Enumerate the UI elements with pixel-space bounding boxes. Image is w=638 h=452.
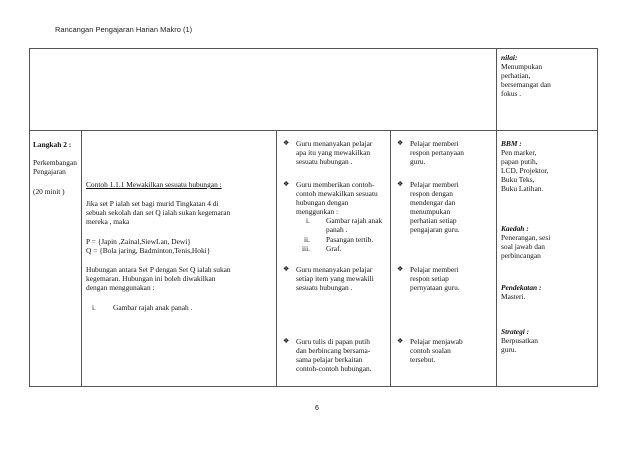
- list-item-text: Gambar rajah anak panah .: [113, 303, 193, 312]
- kaedah-line: perbincangan: [501, 251, 541, 260]
- student-activity-line: pengajaran guru.: [410, 225, 460, 234]
- kaedah-line: soal jawab dan: [501, 242, 545, 251]
- nilai-title: nilai:: [501, 53, 518, 62]
- student-activity-line: mendengar dan: [410, 198, 456, 207]
- bbm-line: Buku Latihan.: [501, 184, 544, 193]
- student-activity-line: pernyataan guru.: [410, 283, 460, 292]
- bbm-line: Buku Teks,: [501, 175, 535, 184]
- table-left-border: [29, 48, 30, 386]
- col4-divider: [496, 48, 497, 386]
- diamond-bullet-icon: ❖: [397, 180, 404, 188]
- diamond-bullet-icon: ❖: [397, 265, 404, 273]
- teacher-activity-line: sesuatu hubungan .: [296, 283, 353, 292]
- strategi-line: Berpusatkan: [501, 336, 538, 345]
- teacher-activity-line: Guru menanyakan pelajar: [296, 139, 373, 148]
- pendekatan-title: Pendekatan :: [501, 283, 542, 292]
- teacher-activity-line: Guru memberikan contoh-: [296, 180, 375, 189]
- student-activity-line: contoh soalan: [410, 346, 451, 355]
- stage-line: Pengajaran: [33, 167, 66, 176]
- document-header: Rancangan Pengajaran Harian Makro (1): [55, 25, 193, 34]
- nilai-line: perhatian,: [501, 71, 531, 80]
- teacher-activity-line: sesuatu hubungan .: [296, 157, 353, 166]
- stage-line: Perkembangan: [33, 158, 77, 167]
- sub-item-text: panah .: [326, 225, 348, 234]
- sub-item-text: Gambar rajah anak: [326, 216, 383, 225]
- relation-text-line: Hubungan antara Set P dengan Set Q ialah sukan: [86, 265, 231, 274]
- nilai-line: Menumpukan: [501, 62, 543, 71]
- sub-item-number: ii.: [304, 235, 310, 244]
- col3-divider: [390, 130, 391, 386]
- nilai-line: bersemangat dan: [501, 80, 551, 89]
- sub-item-number: i.: [306, 216, 310, 225]
- table-top-border: [29, 48, 598, 49]
- teacher-activity-line: setiap item yang mewakili: [296, 274, 374, 283]
- student-activity-line: perhatian setiap: [410, 216, 457, 225]
- relation-text-line: dengan menggunakan :: [86, 283, 155, 292]
- student-activity-line: respon pertanyaan: [410, 148, 464, 157]
- sub-item-text: Graf.: [326, 244, 342, 253]
- sub-item-text: Pasangan tertib.: [326, 235, 374, 244]
- example-title: Contoh 1.1.1 Mewakilkan sesuatu hubungan :: [86, 180, 222, 189]
- diamond-bullet-icon: ❖: [397, 337, 404, 345]
- duration: (20 minit ): [33, 187, 65, 196]
- diamond-bullet-icon: ❖: [397, 139, 404, 147]
- student-activity-line: menumpukan: [410, 207, 451, 216]
- table-row-divider: [29, 130, 598, 131]
- diamond-bullet-icon: ❖: [283, 180, 290, 188]
- teacher-activity-line: contoh-contoh hubungan.: [296, 364, 372, 373]
- teacher-activity-line: menggunkan :: [296, 207, 339, 216]
- pendekatan-line: Masteri.: [501, 292, 526, 301]
- teacher-activity-line: contoh mewakilkan sesuatu: [296, 189, 378, 198]
- set-p: P = {Japin ,Zainal,SiewLan, Dewi}: [86, 237, 191, 246]
- bbm-title: BBM :: [501, 139, 522, 148]
- set-q: Q = {Bola jaring, Badminton,Tenis,Hoki}: [86, 246, 211, 255]
- teacher-activity-line: dan berbincang bersama-: [296, 346, 371, 355]
- teacher-activity-line: Guru menanyakan pelajar: [296, 265, 373, 274]
- example-text-line: sebuah sekolah dan set Q ialah sukan kegemaran: [86, 208, 231, 217]
- nilai-line: fokus .: [501, 89, 522, 98]
- diamond-bullet-icon: ❖: [283, 139, 290, 147]
- col2-divider: [276, 130, 277, 386]
- list-item-number: i.: [92, 303, 96, 312]
- student-activity-line: respon dengan: [410, 189, 453, 198]
- example-text-line: mereka , maka: [86, 217, 130, 226]
- col1-divider: [81, 130, 82, 386]
- step-title: Langkah 2 :: [33, 140, 72, 149]
- bbm-line: papan putih,: [501, 157, 538, 166]
- table-right-border: [597, 48, 598, 386]
- diamond-bullet-icon: ❖: [283, 265, 290, 273]
- example-text-line: Jika set P ialah set bagi murid Tingkatan 4 di: [86, 199, 219, 208]
- diamond-bullet-icon: ❖: [283, 337, 290, 345]
- teacher-activity-line: sama pelajar berkaitan: [296, 355, 363, 364]
- kaedah-line: Penerangan, sesi: [501, 233, 551, 242]
- kaedah-title: Kaedah :: [501, 224, 529, 233]
- page-number: 6: [315, 405, 319, 412]
- table-bottom-border: [29, 386, 598, 387]
- relation-text-line: kegemaran. Hubungan ini boleh diwakilkan: [86, 274, 216, 283]
- strategi-line: guru.: [501, 345, 517, 354]
- student-activity-line: Pelajar memberi: [410, 265, 459, 274]
- student-activity-line: Pelajar memberi: [410, 139, 459, 148]
- sub-item-number: iii.: [302, 244, 311, 253]
- student-activity-line: tersebut.: [410, 355, 436, 364]
- bbm-line: LCD, Projektor,: [501, 166, 549, 175]
- teacher-activity-line: hubungan dengan: [296, 198, 349, 207]
- student-activity-line: Pelajar memberi: [410, 180, 459, 189]
- teacher-activity-line: Guru tulis di papan putih: [296, 337, 370, 346]
- bbm-line: Pen marker,: [501, 148, 537, 157]
- strategi-title: Strategi :: [501, 327, 530, 336]
- student-activity-line: respon setiap: [410, 274, 449, 283]
- student-activity-line: guru.: [410, 157, 426, 166]
- student-activity-line: Pelajar menjawab: [410, 337, 463, 346]
- teacher-activity-line: apa itu yang mewakilkan: [296, 148, 371, 157]
